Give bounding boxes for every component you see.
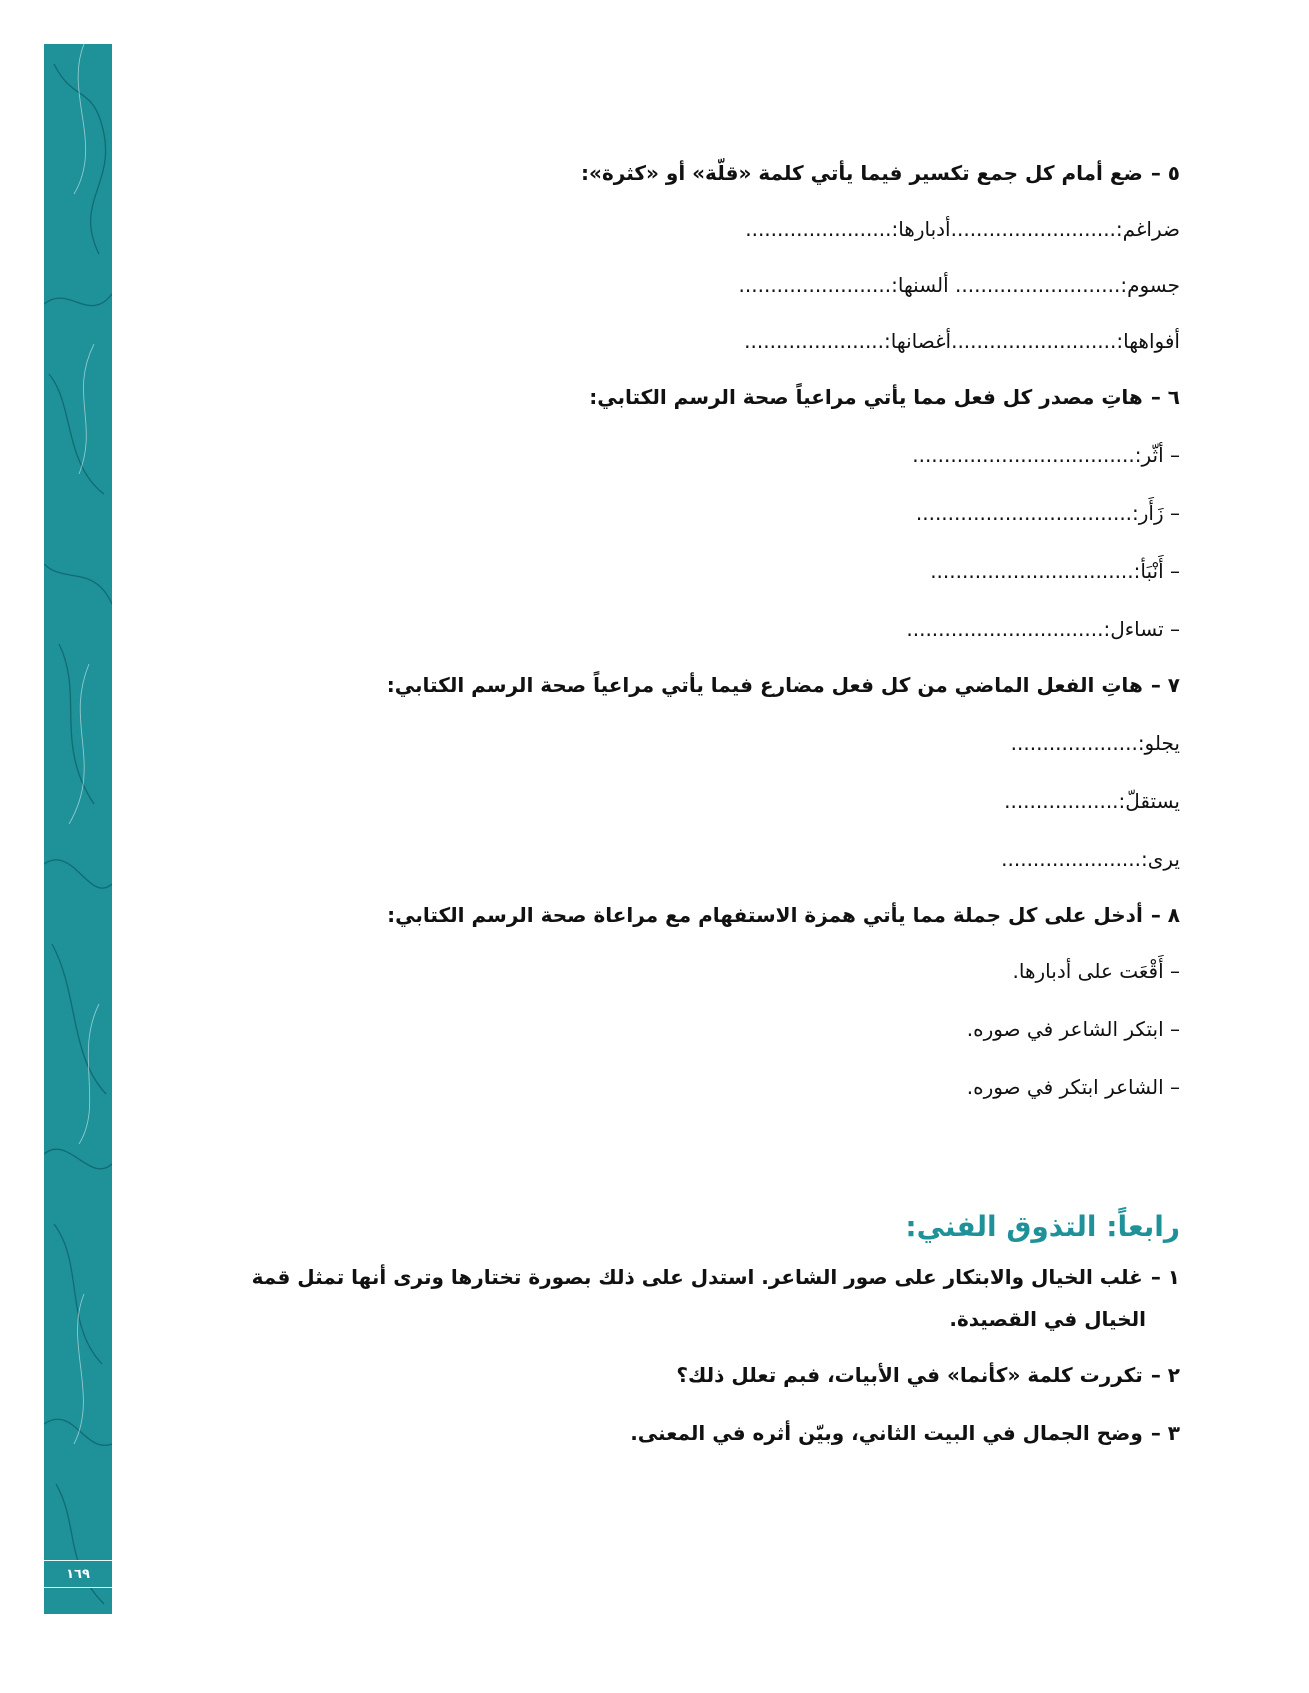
- answer-row: ضراغم:..........................أدبارها:.......................: [745, 217, 1180, 241]
- answer-item: يجلو:....................: [1010, 731, 1180, 755]
- answer-row: جسوم:.......................... ألسنها:........................: [738, 273, 1180, 297]
- question-number: ٥ –: [1150, 161, 1180, 185]
- sentence-item: – أَقْعَت على أدبارها.: [1012, 959, 1180, 983]
- item-text: غلب الخيال والابتكار على صور الشاعر. استدل على ذلك بصورة تختارها وترى أنها تمثل قمة: [251, 1265, 1143, 1289]
- section-item-2: [676, 1360, 1180, 1390]
- question-number: ٦ –: [1150, 385, 1180, 409]
- question-5: [581, 158, 1180, 188]
- answer-item: – أَنْبَأ:................................: [930, 559, 1180, 583]
- wave-pattern-icon: [44, 44, 112, 1614]
- answer-item: – زَأَر:..................................: [915, 501, 1180, 525]
- question-6: [589, 382, 1180, 412]
- section-title: رابعاً: التذوق الفني:: [905, 1210, 1180, 1243]
- item-number: ٣ –: [1150, 1421, 1180, 1445]
- page-number: ١٦٩: [44, 1560, 112, 1588]
- question-7: [387, 670, 1180, 700]
- sentence-item: – ابتكر الشاعر في صوره.: [966, 1017, 1180, 1041]
- question-number: ٧ –: [1150, 673, 1180, 697]
- item-number: ٢ –: [1150, 1363, 1180, 1387]
- answer-row: أفواهها:..........................أغصانها:......................: [744, 329, 1180, 353]
- question-text: أدخل على كل جملة مما يأتي همزة الاستفهام مع مراعاة صحة الرسم الكتابي:: [387, 903, 1143, 927]
- question-number: ٨ –: [1150, 903, 1180, 927]
- sentence-item: – الشاعر ابتكر في صوره.: [966, 1075, 1180, 1099]
- answer-item: – تساءل:...............................: [906, 617, 1180, 641]
- item-text: تكررت كلمة «كأنما» في الأبيات، فبم تعلل ذلك؟: [676, 1363, 1143, 1387]
- question-text: هاتِ الفعل الماضي من كل فعل مضارع فيما يأتي مراعياً صحة الرسم الكتابي:: [386, 673, 1143, 697]
- question-8: [387, 900, 1180, 930]
- section-item-1-continuation: الخيال في القصيدة.: [949, 1307, 1146, 1331]
- question-text: ضع أمام كل جمع تكسير فيما يأتي كلمة «قلّة» أو «كثرة»:: [581, 161, 1143, 185]
- decorative-sidebar: [44, 44, 112, 1614]
- item-text: وضح الجمال في البيت الثاني، وبيّن أثره في المعنى.: [630, 1421, 1143, 1445]
- answer-item: يرى:......................: [1001, 847, 1180, 871]
- answer-item: – أثّر:...................................: [912, 443, 1180, 467]
- section-item-1: [252, 1262, 1180, 1292]
- item-number: ١ –: [1150, 1265, 1180, 1289]
- answer-item: يستقلّ:..................: [1004, 789, 1180, 813]
- question-text: هاتِ مصدر كل فعل مما يأتي مراعياً صحة الرسم الكتابي:: [589, 385, 1143, 409]
- page-content: [120, 0, 1180, 1693]
- section-item-3: [630, 1418, 1180, 1448]
